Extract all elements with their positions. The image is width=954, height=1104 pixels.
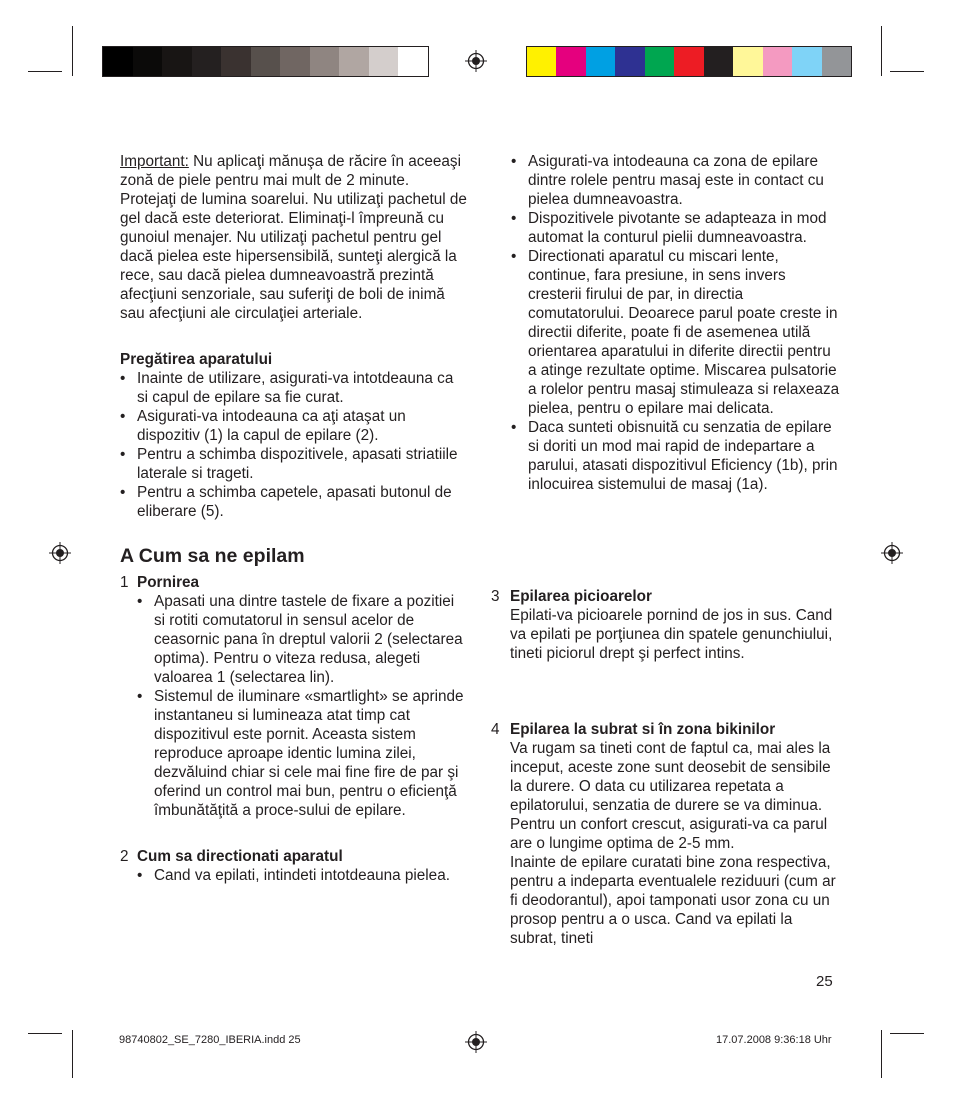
important-text: Nu aplicaţi mănuşa de răcire în aceeaşi zonă de piele pentru mai mult de 2 minute. Protejaţi de lumina soarelui. Nu utilizaţi pachetul de gel dacă este deteriorat. Eliminaţi-l împreună cu gunoiul menajer. Nu utilizaţi pachetul pentru gel dacă pielea este hipersensibilă, sunteţi alergică la rece, sau dacă pielea dumneavoastră prezintă afecţiuni senzoriale, sau suferiţi de boli de inimă sau afecţiuni ale circulaţiei arteriale. (120, 153, 467, 322)
footer-timestamp: 17.07.2008 9:36:18 Uhr (716, 1034, 832, 1046)
step-number: 3 (491, 588, 500, 605)
color-swatch (615, 47, 644, 76)
color-swatch (527, 47, 556, 76)
step-text: Epilati-va picioarele pornind de jos in sus. Cand va epilati pe porţiunea din spatele genunchiului, tineti piciorul drept şi perfect intins. (510, 607, 833, 662)
step-heading: Epilarea picioarelor (510, 588, 652, 605)
color-swatch (339, 47, 369, 76)
step-3 (491, 587, 841, 663)
color-swatch (704, 47, 733, 76)
step-heading: Epilarea la subrat si în zona bikinilor (510, 721, 776, 738)
color-swatch (763, 47, 792, 76)
footer-filename: 98740802_SE_7280_IBERIA.indd 25 (119, 1034, 301, 1046)
color-swatch (103, 47, 133, 76)
crop-mark (28, 1033, 62, 1034)
registration-mark-icon (465, 1031, 487, 1053)
step-text: Inainte de epilare curatati bine zona respectiva, pentru a indeparta eventualele reziduuri (cum ar fi deodorantul), apoi tamponati usor zona cu un prosop pentru a o usca. Cand va epilati la subrat, tineti (510, 854, 836, 947)
color-swatch (586, 47, 615, 76)
color-swatch (645, 47, 674, 76)
list-item: • Pentru a schimba dispozitivele, apasati striatiile laterale si trageti. (120, 445, 468, 483)
crop-mark (881, 26, 882, 76)
list-item: • Sistemul de iluminare «smartlight» se aprinde instantaneu si lumineaza atat timp cat dispozitivul este pornit. Aceasta sistem reproduce aproape identic lumina zilei, dezvăluind chiar si cele mai fine fire de par şi oferind un control mai bun, pentru o eficienţă îmbunătăţită a proce-sului de epilare. (137, 687, 468, 820)
list-item: • Directionati aparatul cu miscari lente, continue, fara presiune, in sens invers cresterii firului de par, in directia comutatorului. Deoarece parul poate creste in directii diferite, poate fi de asemenea utilă orientarea aparatului in diferite directii pentru a atinge rezultate optime. Miscarea pulsatorie a rolelor pentru masaj stimuleaza si relaxeaza pielea, pentru o epilare mai delicata. (511, 247, 841, 418)
crop-mark (890, 1033, 924, 1034)
step-heading: Pornirea (137, 574, 200, 591)
prep-list (120, 369, 468, 521)
list-item: • Apasati una dintre tastele de fixare a pozitiei si rotiti comutatorul in sensul acelor de ceasornic pana în dreptul valorii 2 (selectarea optima). Pentru o viteza redusa, alegeti valoarea 1 (selectarea lin). (137, 592, 468, 687)
important-paragraph (120, 152, 468, 323)
list-item: • Asigurati-va intodeauna ca aţi ataşat un dispozitiv (1) la capul de epilare (2). (120, 407, 468, 445)
crop-mark (28, 71, 62, 72)
color-swatch (792, 47, 821, 76)
color-swatch (251, 47, 281, 76)
color-swatch (221, 47, 251, 76)
registration-mark-icon (465, 50, 487, 72)
step-4 (491, 720, 841, 948)
prep-heading: Pregătirea aparatului (120, 351, 273, 368)
color-swatch (280, 47, 310, 76)
crop-mark (881, 1030, 882, 1078)
registration-mark-icon (49, 542, 71, 564)
step-heading: Cum sa directionati aparatul (137, 848, 343, 865)
list-item: • Daca sunteti obisnuită cu senzatia de epilare si doriti un mod mai rapid de indepartare a parului, atasati dispozitivul Eficiency (1b), prin inlocuirea sistemului de masaj (1a). (511, 418, 841, 494)
registration-mark-icon (881, 542, 903, 564)
color-swatch (733, 47, 762, 76)
list-item: • Asigurati-va intodeauna ca zona de epilare dintre rolele pentru masaj este in contact cu pielea dumneavoastra. (511, 152, 841, 209)
right-column (511, 152, 841, 494)
grayscale-color-bar (102, 46, 429, 77)
color-swatch (310, 47, 340, 76)
color-swatch (162, 47, 192, 76)
crop-mark (72, 26, 73, 76)
step-2 (120, 847, 468, 885)
color-swatch (369, 47, 399, 76)
list-item: • Dispozitivele pivotante se adapteaza in mod automat la conturul pielii dumneavoastra. (511, 209, 841, 247)
page-number: 25 (816, 973, 833, 990)
color-swatch (822, 47, 851, 76)
step-1 (120, 573, 468, 820)
step2-list (137, 866, 468, 885)
process-color-bar (526, 46, 852, 77)
color-swatch (192, 47, 222, 76)
step-number: 1 (120, 574, 129, 591)
direction-list (511, 152, 841, 494)
color-swatch (674, 47, 703, 76)
crop-mark (890, 71, 924, 72)
step-number: 2 (120, 848, 129, 865)
list-item: • Inainte de utilizare, asigurati-va intotdeauna ca si capul de epilare sa fie curat. (120, 369, 468, 407)
crop-mark (72, 1030, 73, 1078)
color-swatch (556, 47, 585, 76)
list-item: • Cand va epilati, intindeti intotdeauna pielea. (137, 866, 468, 885)
important-label: Important: (120, 153, 189, 170)
color-swatch (398, 47, 428, 76)
step-number: 4 (491, 721, 500, 738)
step1-list (137, 592, 468, 820)
section-title: A Cum sa ne epilam (120, 545, 305, 567)
list-item: • Pentru a schimba capetele, apasati butonul de eliberare (5). (120, 483, 468, 521)
color-swatch (133, 47, 163, 76)
step-text: Va rugam sa tineti cont de faptul ca, mai ales la inceput, aceste zone sunt deosebit de sensibile la durere. O data cu utilizarea repetata a epilatorului, senzatia de durere se va diminua. Pentru un confort crescut, asigurati-va ca parul are o lungime optima de 2-5 mm. (510, 740, 831, 852)
left-column (120, 152, 468, 885)
